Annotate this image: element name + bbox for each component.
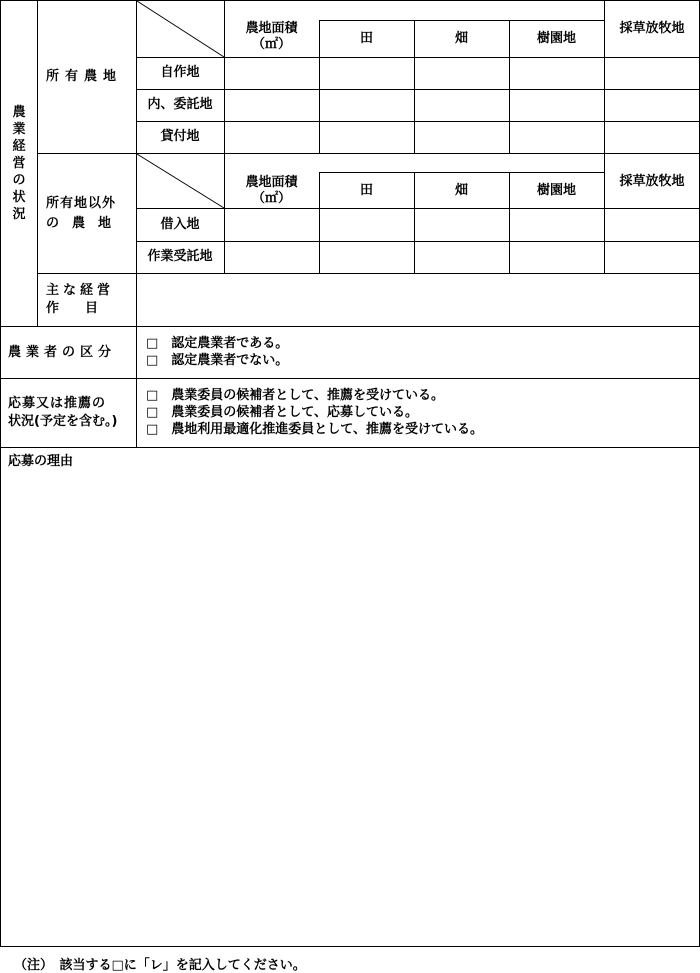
diagonal-lines xyxy=(0,0,700,320)
owned-row-entrusted: 内、委託地 xyxy=(147,97,213,112)
owned-col-rice: 田 xyxy=(359,31,373,46)
other-diagonal xyxy=(137,154,224,208)
other-land-label-1: 所有地以外 xyxy=(46,196,117,211)
section-title-text: 農業経営の状況 xyxy=(12,105,26,222)
main-crop-label-2: 作 目 xyxy=(46,301,99,316)
other-row-borrowed: 借入地 xyxy=(160,217,200,232)
main-crop-input[interactable] xyxy=(146,292,694,320)
owned-row-self: 自作地 xyxy=(160,65,200,80)
farmer-class-option-certified[interactable]: □ 認定農業者である。 xyxy=(146,336,289,351)
section-title xyxy=(11,104,27,223)
frame-bottom xyxy=(0,946,700,947)
application-option-applied-member[interactable]: □ 農業委員の候補者として、応募している。 xyxy=(146,405,419,420)
other-col-field: 畑 xyxy=(454,183,468,198)
other-row-contracted: 作業受託地 xyxy=(147,249,213,264)
application-option-recommended-member[interactable]: □ 農業委員の候補者として、推薦を受けている。 xyxy=(146,388,445,403)
main-crop-label-1: 主な経営 xyxy=(46,283,115,298)
owned-col-field: 畑 xyxy=(454,31,468,46)
footnote: （注） 該当する□に「レ」を記入してください。 xyxy=(14,958,306,973)
owned-land-label: 所有農地 xyxy=(46,69,123,84)
owned-col-orchard: 樹園地 xyxy=(536,31,576,46)
reason-input[interactable] xyxy=(8,474,692,938)
application-option-recommended-promoter[interactable]: □ 農地利用最適化推進委員として、推薦を受けている。 xyxy=(146,422,484,437)
other-area-label: 農地面積 xyxy=(245,175,298,190)
other-col-orchard: 樹園地 xyxy=(536,183,576,198)
other-col-rice: 田 xyxy=(359,183,373,198)
owned-col-pasture: 採草放牧地 xyxy=(619,21,685,36)
farmer-class-label: 農業者の区分 xyxy=(8,345,117,360)
owned-diagonal xyxy=(137,1,224,57)
other-land-label-2: の 農 地 xyxy=(46,216,112,231)
owned-row-leased: 貸付地 xyxy=(160,129,200,144)
owned-area-label: 農地面積 xyxy=(245,21,298,36)
divider-section3 xyxy=(0,447,700,448)
owned-area-unit: （㎡） xyxy=(251,37,291,52)
farmer-class-option-not-certified[interactable]: □ 認定農業者でない。 xyxy=(146,353,289,368)
divider-section2 xyxy=(0,378,700,379)
divider-section1 xyxy=(0,326,700,327)
other-area-unit: （㎡） xyxy=(251,191,291,206)
other-col-pasture: 採草放牧地 xyxy=(619,174,685,189)
reason-label: 応募の理由 xyxy=(8,454,74,469)
application-label-1: 応募又は推薦の xyxy=(8,396,107,411)
application-label-2: 状況(予定を含む｡) xyxy=(8,414,118,429)
